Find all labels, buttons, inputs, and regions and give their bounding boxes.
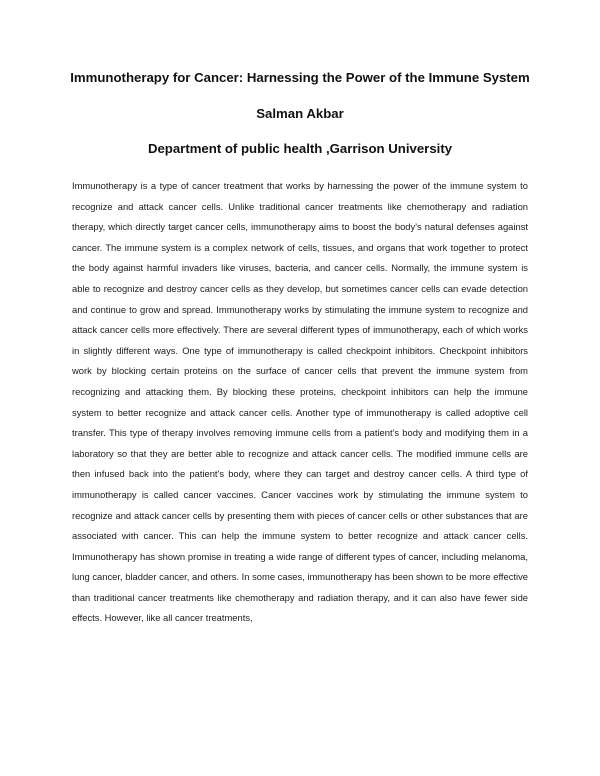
author-affiliation: Department of public health ,Garrison University: [147, 141, 453, 156]
author-name: Salman Akbar: [256, 106, 344, 121]
body-paragraph: Immunotherapy is a type of cancer treatment that works by harnessing the power of the immune system to recognize and attack cancer cells. Unlike traditional cancer treatments like chemotherapy and radiation therapy, which directly target cancer cells, immunotherapy aims to boost the body's natural defenses against cancer. The immune system is a complex network of cells, tissues, and organs that work together to protect the body against harmful invaders like viruses, bacteria, and cancer cells. Normally, the immune system is able to recognize and destroy cancer cells as they develop, but sometimes cancer cells can evade detection and continue to grow and spread. Immunotherapy works by stimulating the immune system to recognize and attack cancer cells more effectively. There are several different types of immunotherapy, each of which works in slightly different ways. One type of immunotherapy is called checkpoint inhibitors. Checkpoint inhibitors work by blocking certain proteins on the surface of cancer cells that prevent the immune system from recognizing and attacking them. By blocking these proteins, checkpoint inhibitors can help the immune system to better recognize and attack cancer cells. Another type of immunotherapy is called adoptive cell transfer. This type of therapy involves removing immune cells from a patient's body and modifying them in a laboratory so that they are better able to recognize and attack cancer cells. The modified immune cells are then infused back into the patient's body, where they can target and destroy cancer cells. A third type of immunotherapy is called cancer vaccines. Cancer vaccines work by stimulating the immune system to recognize and attack cancer cells by presenting them with pieces of cancer cells or other substances that are associated with cancer. This can help the immune system to better recognize and attack cancer cells. Immunotherapy has shown promise in treating a wide range of different types of cancer, including melanoma, lung cancer, bladder cancer, and others. In some cases, immunotherapy has been shown to be more effective than traditional cancer treatments like chemotherapy and radiation therapy, and it can also have fewer side effects. However, like all cancer treatments,: [72, 180, 528, 624]
document-title: Immunotherapy for Cancer: Harnessing the Power of the Immune System: [70, 70, 530, 85]
